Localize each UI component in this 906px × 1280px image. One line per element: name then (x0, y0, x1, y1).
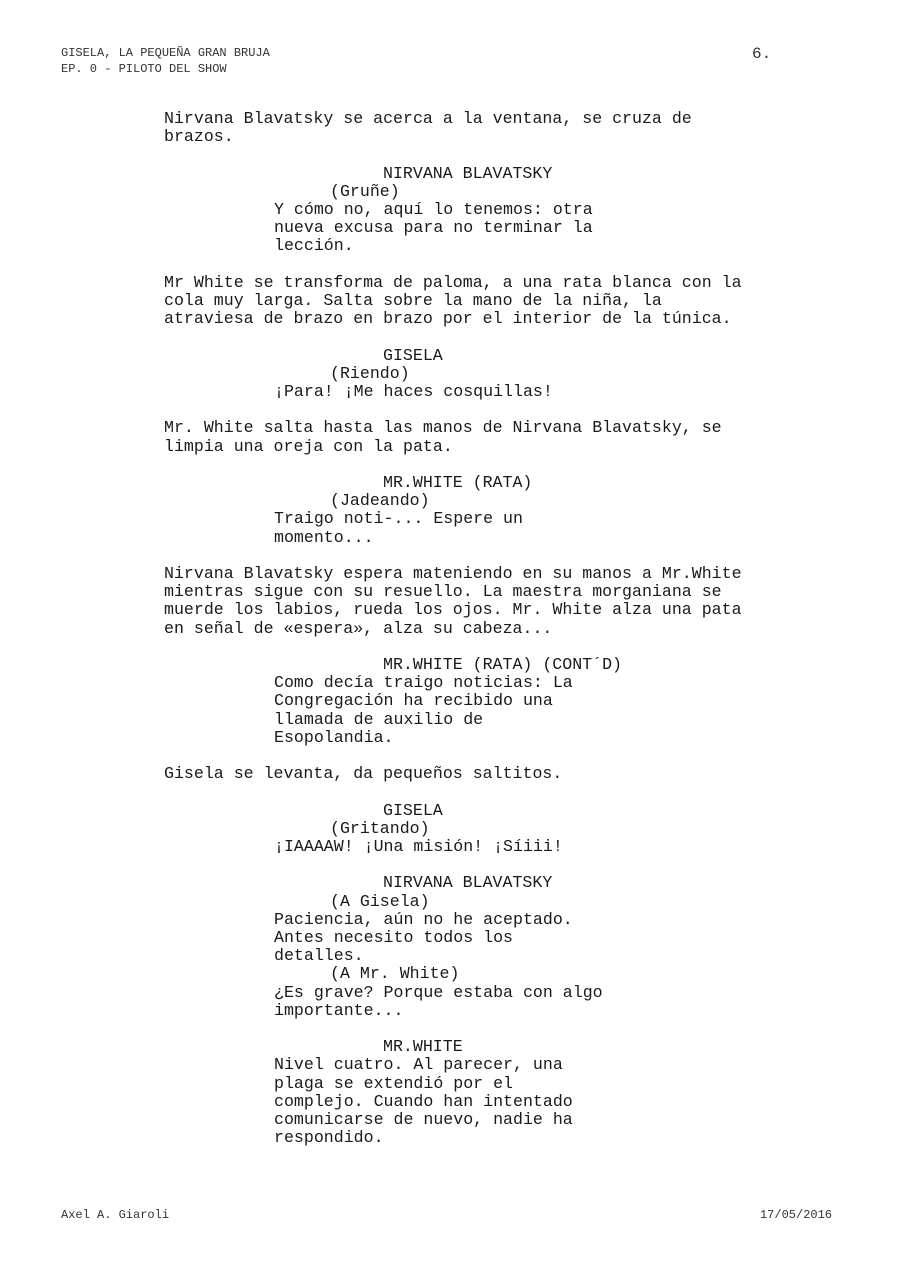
dialogue-text: Traigo noti-... Espere un momento... (274, 509, 523, 547)
header-title: GISELA, LA PEQUEÑA GRAN BRUJA (61, 46, 270, 60)
action-line: Nirvana Blavatsky espera mateniendo en su manos a Mr.White mientras sigue con su resuello. La maestra morganiana se muerde los labios, rueda los ojos. Mr. White alza una pata en señal de «espera», alza su cabeza... (164, 563, 742, 638)
parenthetical: (Riendo) (330, 363, 410, 383)
parenthetical: (A Mr. White) (330, 964, 460, 984)
character-name: NIRVANA BLAVATSKY (383, 873, 553, 893)
character-name: MR.WHITE (RATA) (383, 472, 533, 492)
dialogue-block (164, 802, 814, 857)
dialogue-block (164, 1038, 814, 1147)
dialogue-text: ¿Es grave? Porque estaba con algo importante... (274, 982, 603, 1020)
dialogue-text: Y cómo no, aquí lo tenemos: otra nueva excusa para no terminar la lección. (274, 200, 593, 256)
parenthetical: (Gruñe) (330, 181, 400, 201)
page-number: 6. (752, 45, 772, 63)
action-line: Gisela se levanta, da pequeños saltitos. (164, 764, 563, 784)
character-name: GISELA (383, 800, 443, 820)
parenthetical: (Jadeando) (330, 491, 430, 511)
parenthetical: (Gritando) (330, 818, 430, 838)
dialogue-block (164, 656, 814, 747)
footer-date: 17/05/2016 (759, 1208, 832, 1222)
dialogue-block (164, 165, 814, 256)
header-episode: EP. 0 - PILOTO DEL SHOW (61, 62, 227, 76)
dialogue-block (164, 347, 814, 402)
action-line: Mr White se transforma de paloma, a una rata blanca con la cola muy larga. Salta sobre la mano de la niña, la atraviesa de brazo en brazo por el interior de la túnica. (164, 272, 742, 329)
dialogue-block (164, 874, 814, 1020)
character-name: MR.WHITE (383, 1037, 463, 1057)
screenplay-body (164, 110, 814, 1166)
action-line: Nirvana Blavatsky se acerca a la ventana, se cruza de brazos. (164, 109, 692, 147)
action-line: Mr. White salta hasta las manos de Nirvana Blavatsky, se limpia una oreja con la pata. (164, 418, 722, 456)
dialogue-text: ¡Para! ¡Me haces cosquillas! (274, 382, 553, 401)
running-header (61, 45, 270, 77)
dialogue-block (164, 474, 814, 547)
character-name: NIRVANA BLAVATSKY (383, 163, 553, 183)
dialogue-text: ¡IAAAAW! ¡Una misión! ¡Síiii! (274, 836, 563, 856)
dialogue-text: Paciencia, aún no he aceptado. Antes necesito todos los detalles. (274, 909, 573, 966)
character-name: GISELA (383, 345, 443, 365)
character-name: MR.WHITE (RATA) (CONT´D) (383, 654, 622, 674)
footer-author: Axel A. Giaroli (61, 1208, 170, 1222)
dialogue-text: Como decía traigo noticias: La Congregación ha recibido una llamada de auxilio de Esopolandia. (274, 673, 573, 747)
dialogue-text: Nivel cuatro. Al parecer, una plaga se extendió por el complejo. Cuando han intentado comunicarse de nuevo, nadie ha respondido. (274, 1055, 573, 1148)
parenthetical: (A Gisela) (330, 891, 430, 911)
